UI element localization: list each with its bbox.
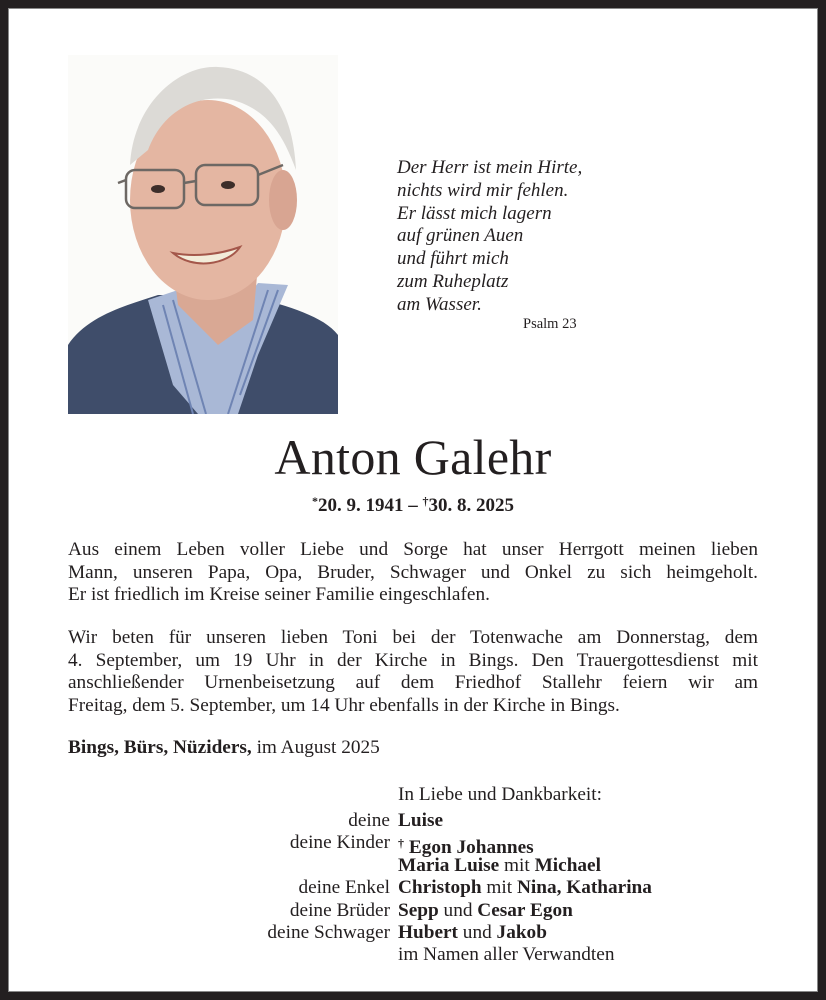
deceased-name: Anton Galehr [274, 429, 552, 485]
paragraph-line: Mann, unseren Papa, Opa, Bruder, Schwager und Onkel zu sich heimgeholt. [68, 561, 758, 583]
paragraph-line: Er ist friedlich im Kreise seiner Familie eingeschlafen. [68, 584, 490, 606]
family-name: Sepp [398, 899, 439, 921]
family-names [398, 855, 601, 877]
paragraph-line: Aus einem Leben voller Liebe und Sorge hat unser Herrgott meinen lieben [68, 539, 758, 560]
death-date: 30. 8. 2025 [428, 495, 514, 516]
connector: und [457, 921, 497, 943]
family-row [0, 877, 826, 899]
paragraph-line: Freitag, dem 5. September, um 14 Uhr ebenfalls in der Kirche in Bings. [68, 694, 620, 716]
paragraph-line: 4. September, um 19 Uhr in der Kirche in Bings. Den Trauergottesdienst mit [68, 649, 758, 671]
relation-label: deine Schwager [267, 921, 390, 943]
deceased-cross-icon: † [398, 836, 404, 851]
family-names [398, 944, 614, 966]
family-row [0, 810, 826, 832]
service-paragraph [68, 627, 758, 717]
paragraph-line: anschließender Urnenbeisetzung auf dem Friedhof Stallehr feiern wir am [68, 672, 758, 694]
family-name: Cesar Egon [477, 899, 573, 921]
family-name: Hubert [398, 921, 458, 943]
relation-label: deine Brüder [289, 899, 390, 921]
date-text: im August 2025 [251, 737, 380, 758]
family-row [0, 900, 826, 922]
psalm-line: und führt mich [397, 248, 509, 270]
death-cross-icon: † [422, 494, 429, 508]
family-name: Egon Johannes [408, 837, 534, 859]
family-names [398, 900, 573, 922]
family-row [0, 944, 826, 966]
connector: und [438, 899, 478, 921]
family-name: Michael [534, 854, 601, 876]
birth-date: 20. 9. 1941 [318, 495, 404, 516]
family-names [398, 877, 652, 899]
relation-label: deine Enkel [298, 877, 390, 899]
family-row [0, 922, 826, 944]
relation-label: deine [348, 810, 390, 831]
thanks-line: In Liebe und Dankbarkeit: [398, 784, 602, 805]
places: Bings, Bürs, Nüziders, [68, 737, 252, 758]
relation-label: deine Kinder [289, 832, 390, 854]
family-row [0, 832, 826, 859]
connector: mit [499, 854, 535, 876]
family-names [398, 810, 443, 832]
paragraph-line: Wir beten für unseren lieben Toni bei der Totenwache am Donnerstag, dem [68, 627, 758, 648]
psalm-quote [397, 157, 582, 317]
family-name: Jakob [496, 921, 547, 943]
psalm-line: am Wasser. [397, 293, 482, 315]
connector: mit [481, 877, 517, 899]
date-separator: – [403, 495, 423, 516]
psalm-line: zum Ruheplatz [397, 270, 509, 292]
birth-star-icon: * [312, 494, 318, 508]
family-name: Nina, Katharina [516, 877, 652, 899]
family-row [0, 855, 826, 877]
family-names [398, 922, 547, 944]
family-name: Luise [398, 810, 444, 831]
portrait-photo [68, 55, 338, 414]
place-and-date [68, 737, 380, 759]
closing-text: im Namen aller Verwandten [398, 944, 615, 966]
family-list [0, 810, 826, 967]
life-dates [0, 494, 826, 517]
psalm-line: Er lässt mich lagern [397, 202, 552, 224]
psalm-line: auf grünen Auen [397, 225, 524, 247]
portrait-illustration [68, 55, 338, 414]
family-name: Christoph [398, 877, 482, 899]
psalm-reference: Psalm 23 [523, 316, 577, 332]
psalm-line: nichts wird mir fehlen. [397, 179, 569, 201]
psalm-line: Der Herr ist mein Hirte, [397, 157, 583, 178]
family-name: Maria Luise [398, 854, 500, 876]
announcement-paragraph [68, 539, 758, 607]
